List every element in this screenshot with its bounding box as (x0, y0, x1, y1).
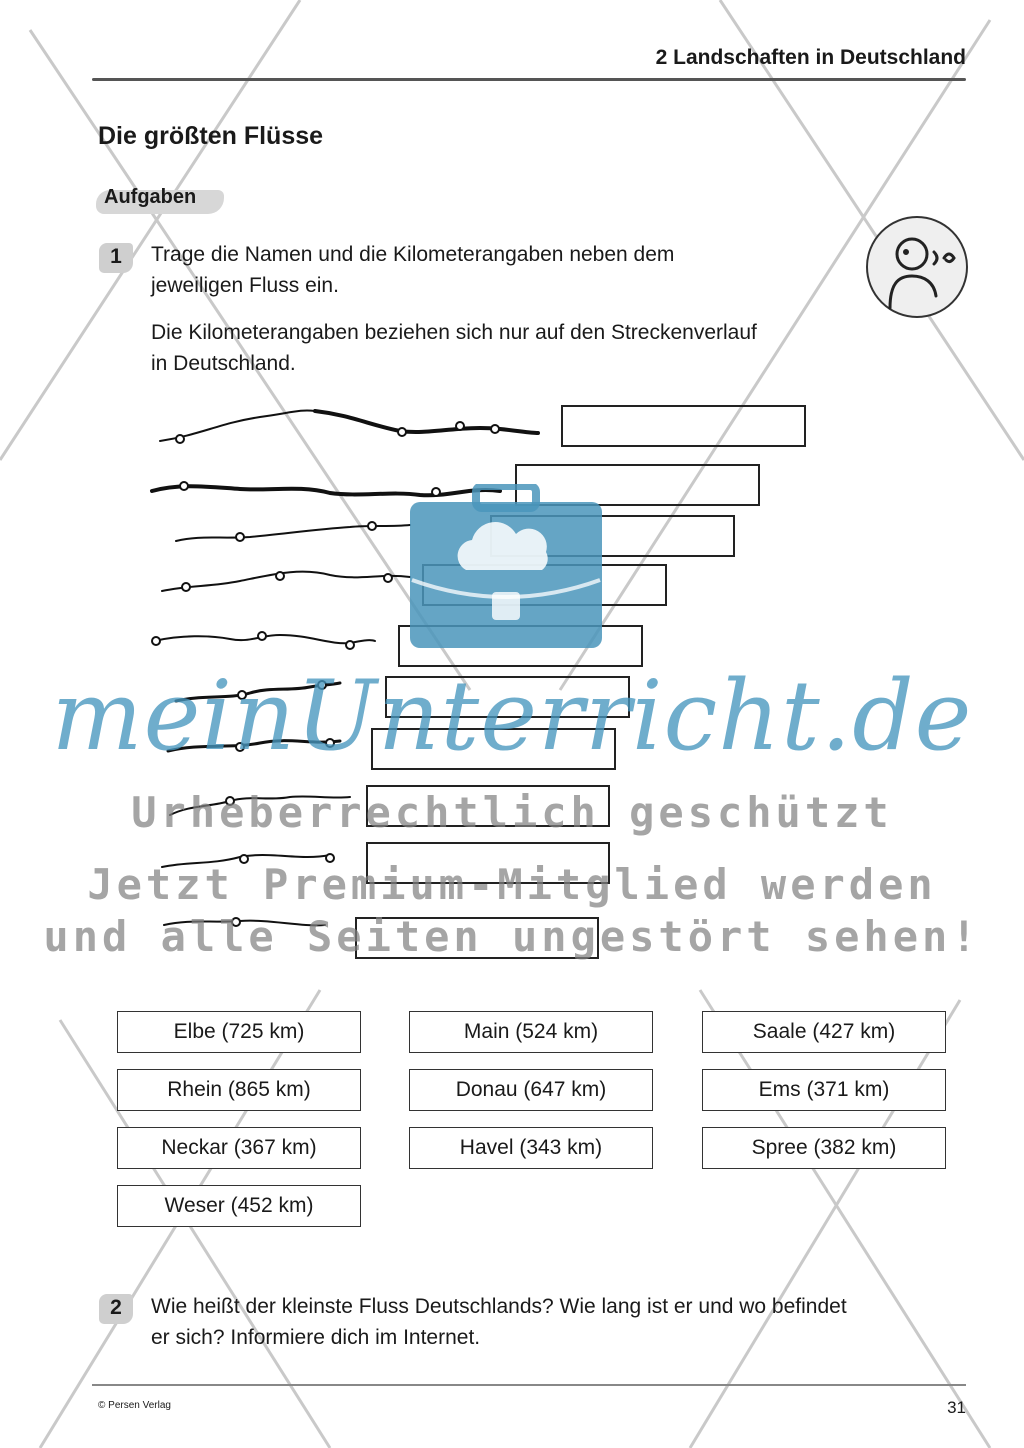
task-number: 1 (110, 245, 122, 268)
section-label (96, 186, 226, 216)
footer-rule (92, 1384, 966, 1386)
page-title: Die größten Flüsse (98, 122, 324, 150)
section-label-text: Aufgaben (104, 186, 197, 208)
task1-note: Die Kilometerangaben beziehen sich nur auf den Streckenverlauf in Deutschland. (151, 321, 757, 375)
river-4 (162, 572, 410, 591)
task-number: 2 (110, 1296, 122, 1319)
page-number: 31 (947, 1398, 966, 1417)
watermark-line-2: Jetzt Premium-Mitglied werden (87, 860, 937, 909)
publisher-credit: © Persen Verlag (98, 1400, 171, 1411)
word-card: Spree (382 km) (702, 1127, 946, 1169)
task-number-badge (99, 1292, 133, 1326)
word-card: Donau (647 km) (409, 1069, 653, 1111)
word-card: Rhein (865 km) (117, 1069, 361, 1111)
speaking-person-icon (866, 216, 968, 318)
answer-box-1[interactable] (561, 405, 806, 447)
word-card: Havel (343 km) (409, 1127, 653, 1169)
task-number-badge (99, 241, 133, 275)
word-card: Weser (452 km) (117, 1185, 361, 1227)
word-card: Saale (427 km) (702, 1011, 946, 1053)
watermark-line-3: und alle Seiten ungestört sehen! (43, 912, 981, 961)
watermark-line-1: Urheberrechtlich geschützt (131, 788, 893, 837)
briefcase-cloud-icon (406, 484, 606, 654)
task2-question: Wie heißt der kleinste Fluss Deutschlands? Wie lang ist er und wo befindet er sich? Informiere dich im Internet. (151, 1295, 847, 1349)
header-rule (92, 78, 966, 81)
word-card: Main (524 km) (409, 1011, 653, 1053)
watermark-brand: meinUnterricht.de (51, 660, 973, 772)
word-card: Elbe (725 km) (117, 1011, 361, 1053)
word-card: Ems (371 km) (702, 1069, 946, 1111)
word-card: Neckar (367 km) (117, 1127, 361, 1169)
task1-instructions: Trage die Namen und die Kilometerangaben neben dem jeweiligen Fluss ein. (151, 243, 675, 297)
chapter-heading: 2 Landschaften in Deutschland (655, 46, 966, 69)
river-1-thick (315, 411, 538, 433)
